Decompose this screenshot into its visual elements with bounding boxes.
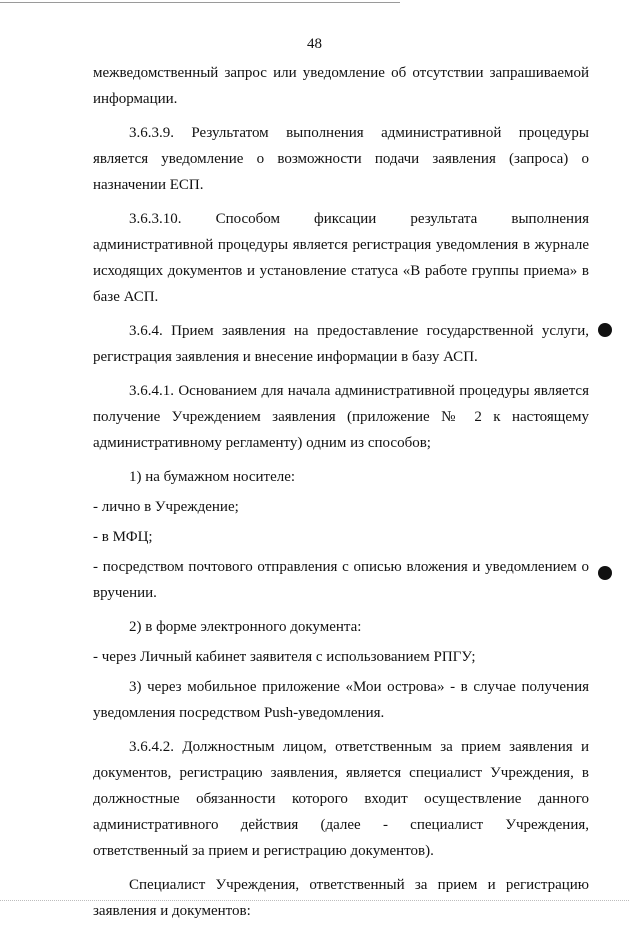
paragraph-3-6-4-2: 3.6.4.2. Должностным лицом, ответственным за прием заявления и документов, регистрацию заявления, является специалист Учреждения, в должностные обязанности которого входит осуществление данного административного действия (далее - специалист Учреждения, ответственный за прием и регистрацию документов).: [93, 739, 589, 859]
page-number: 48: [307, 36, 322, 52]
binder-hole-mark: [598, 323, 612, 337]
scan-bottom-edge-line: [0, 900, 629, 901]
list-item-mobile-app: 3) через мобильное приложение «Мои острова» - в случае получения уведомления посредством Push-уведомления.: [93, 679, 589, 721]
paragraph-3-6-3-10: 3.6.3.10. Способом фиксации результата выполнения административной процедуры является регистрация уведомления в журнале исходящих документов и установление статуса «В работе группы приема» в базе АСП.: [93, 211, 589, 305]
paragraph-3-6-4: 3.6.4. Прием заявления на предоставление государственной услуги, регистрация заявления и внесение информации в базу АСП.: [93, 323, 589, 365]
binder-hole-mark: [598, 566, 612, 580]
paragraph-3-6-3-9: 3.6.3.9. Результатом выполнения административной процедуры является уведомление о возможности подачи заявления (запроса) о назначении ЕСП.: [93, 125, 589, 193]
list-item-postal: - посредством почтового отправления с описью вложения и уведомлением о вручении.: [93, 559, 589, 601]
document-body: [93, 60, 589, 932]
paragraph-3-6-4-1: 3.6.4.1. Основанием для начала административной процедуры является получение Учреждением заявления (приложение № 2 к настоящему административному регламенту) одним из способов;: [93, 383, 589, 451]
paragraph-continuation: межведомственный запрос или уведомление об отсутствии запрашиваемой информации.: [93, 65, 589, 107]
list-item-mfc: - в МФЦ;: [93, 529, 153, 545]
list-item-paper: 1) на бумажном носителе:: [129, 469, 296, 485]
scan-top-edge-line: [0, 2, 400, 3]
list-item-electronic: 2) в форме электронного документа:: [129, 619, 362, 635]
list-item-personal-account: - через Личный кабинет заявителя с использованием РПГУ;: [93, 649, 476, 665]
list-item-in-person: - лично в Учреждение;: [93, 499, 239, 515]
paragraph-specialist-duties: Специалист Учреждения, ответственный за прием и регистрацию заявления и документов:: [93, 877, 589, 919]
